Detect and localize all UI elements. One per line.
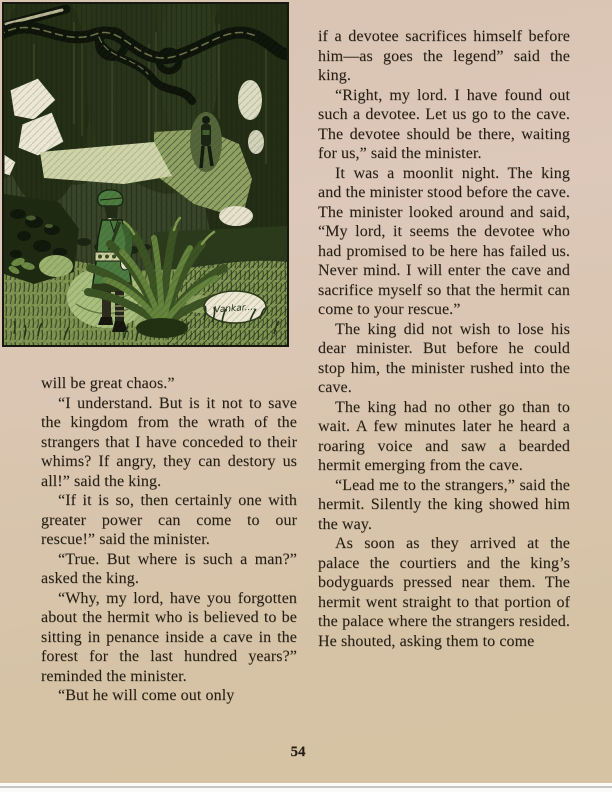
forest-scene-art — [4, 4, 287, 345]
page-number: 54 — [290, 744, 306, 760]
story-paragraph: “If it is so, then certainly one with greater power can come to our rescue!” said the minister. — [41, 492, 297, 548]
story-paragraph: “I understand. But is it not to save the kingdom from the wrath of the strangers that I have conceded to their whims? If angry, they can destory us all!” said the king. — [41, 394, 297, 490]
story-paragraph: “Lead me to the strangers,” said the hermit. Silently the king showed him the way. — [318, 476, 570, 533]
scan-edge — [0, 783, 612, 792]
story-paragraph: “But he will come out only — [58, 687, 235, 704]
story-paragraph: if a devotee sacrifices himself before him—as goes the legend” said the king. — [318, 28, 570, 84]
story-paragraph: “Right, my lord. I have found out such a devotee. Let us go to the cave. The devotee should be there, waiting for us,” said the minister. — [318, 86, 570, 162]
story-illustration — [2, 2, 289, 347]
story-paragraph: The king had no other go than to wait. A few minutes later he heard a roaring voice and saw a bearded hermit emerging from the cave. — [318, 398, 570, 474]
story-paragraph: will be great chaos.” — [41, 375, 175, 392]
story-paragraph: The king did not wish to lose his dear minister. But before he could stop him, the minister rushed into the cave. — [318, 320, 570, 396]
left-text-column — [41, 374, 297, 706]
story-paragraph: “True. But where is such a man?” asked the king. — [41, 550, 297, 587]
story-paragraph: “Why, my lord, have you forgotten about the hermit who is believed to be sitting in penance inside a cave in the forest for the last hundred years?” reminded the minister. — [41, 589, 297, 685]
scan-edge-line — [0, 786, 612, 788]
artist-signature: Vankar.... — [213, 302, 257, 316]
story-paragraph: It was a moonlit night. The king and the minister stood before the cave. The minister looked around and said, “My lord, it seems the devotee who had promised to be here has failed us. Never mind. I will enter the cave and sacrifice myself so that the hermit can come to your rescue.” — [318, 164, 570, 318]
woodcut-texture-overlay — [4, 4, 287, 345]
story-paragraph: As soon as they arrived at the palace the courtiers and the king’s bodyguards pressed near them. The hermit went straight to that portion of the palace where the strangers resided. He shouted, asking them to come — [318, 535, 570, 650]
right-text-column — [318, 27, 570, 651]
